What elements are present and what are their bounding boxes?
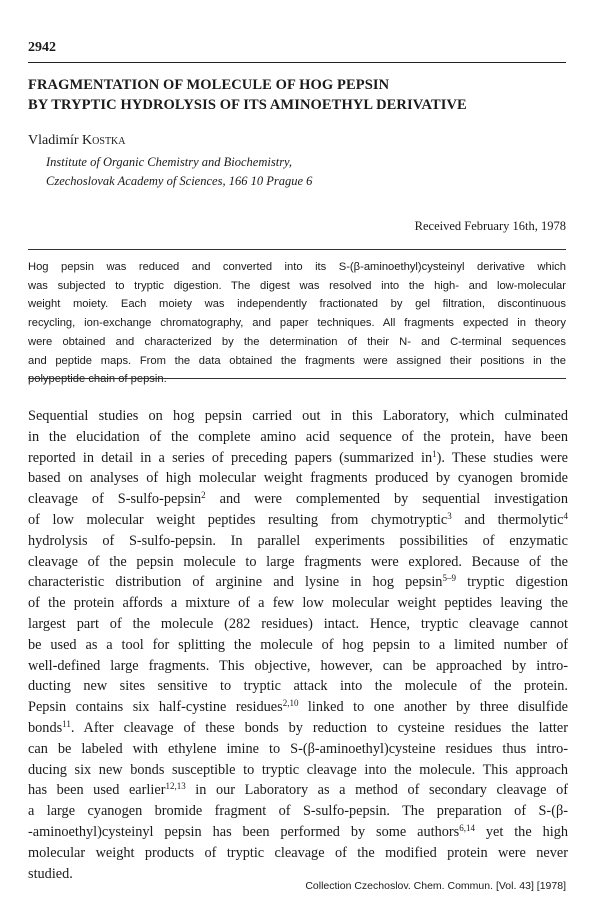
abstract-line: recycling, ion-exchange chromatography, and paper techniques. All fragments expected in theory (28, 317, 566, 330)
body-line: of the protein affords a mixture of a few low molecular weight peptides leaving the (28, 595, 568, 612)
body-line: cleavage of the pepsin molecule to large fragments were explored. Because of the (28, 553, 568, 570)
affiliation-line-1: Institute of Organic Chemistry and Biochemistry, (46, 155, 293, 169)
body-line: hydrolysis of S-sulfo-pepsin. In parallel experiments possibilities of enzymatic (28, 532, 568, 549)
affiliation-line-2: Czechoslovak Academy of Sciences, 166 10 Prague 6 (46, 174, 313, 188)
body-text-run: in our Laboratory as a method of secondary cleavage of (185, 782, 569, 799)
abstract-line: were obtained and characterized by the determination of their N- and C-terminal sequences (28, 335, 566, 348)
body-line: Sequential studies on hog pepsin carried out in this Laboratory, which culminated (28, 408, 568, 424)
body-text-run: -aminoethyl)cysteinyl pepsin has been performed by some authors (28, 823, 460, 840)
body-text-run: reported in detail in a series of preceding papers (summarized in (28, 449, 433, 466)
abstract-line: was subjected to tryptic digestion. The digest was resolved into the high- and low-molecular (28, 279, 566, 292)
body-line: can be labeled with ethylene imine to S-(β-aminoethyl)cysteine residues thus intro- (28, 740, 568, 757)
body-line (28, 448, 568, 469)
body-text-run: tryptic digestion (455, 574, 568, 591)
body-line (28, 822, 568, 843)
body-line: in the elucidation of the complete amino acid sequence of the protein, have been (28, 428, 568, 445)
citation-ref: 6,14 (459, 822, 475, 833)
body-line: ducting new sites sensitive to tryptic attack into the molecule of the protein. (28, 678, 568, 695)
body-line (28, 780, 568, 801)
page-number: 2942 (28, 40, 56, 55)
body-text-run: and thermolytic (451, 511, 564, 528)
body-text-run: yet the high (474, 823, 568, 840)
citation-ref: 1 (432, 448, 437, 459)
body-text-run: Pepsin contains six half-cystine residues (28, 699, 283, 716)
abstract-line: Hog pepsin was reduced and converted into its S-(β-aminoethyl)cysteinyl derivative which (28, 261, 566, 273)
body-line: largest part of the molecule (282 residues) intact. Hence, tryptic cleavage cannot (28, 615, 568, 632)
citation-ref: 3 (447, 510, 452, 521)
received-date: Received February 16th, 1978 (414, 219, 566, 233)
body-text-run: linked to one another by three disulfide (298, 699, 569, 716)
article-title (28, 75, 568, 115)
body-text-run: ). These studies were (436, 449, 569, 466)
abstract-rule-top (28, 249, 566, 250)
body-line (28, 572, 568, 593)
abstract-line: and peptide maps. From the data obtained the fragments were assigned their positions in the (28, 354, 566, 367)
citation-ref: 11 (62, 718, 71, 729)
author-last-name: Kostka (82, 133, 126, 148)
citation-ref: 2 (201, 490, 206, 501)
body-text-run: bonds (28, 719, 63, 736)
body-text (28, 406, 568, 884)
body-line: ducing six new bonds susceptible to tryptic cleavage into the molecule. This approach (28, 761, 568, 778)
body-line (28, 718, 568, 739)
body-line: well-defined large fragments. This objective, however, can be approached by intro- (28, 657, 568, 674)
journal-footer: Collection Czechoslov. Chem. Commun. [Vol. 43] [1978] (305, 880, 566, 892)
abstract-line: weight moiety. Each moiety was independently fractionated by gel filtration, discontinuous (28, 298, 566, 311)
author (28, 133, 126, 149)
body-text-run: has been used earlier (28, 782, 166, 799)
body-line: a large cyanogen bromide fragment of S-sulfo-pepsin. The preparation of S-(β- (28, 803, 568, 820)
body-line (28, 489, 568, 510)
affiliation (46, 153, 312, 191)
abstract-line: polypeptide chain of pepsin. (28, 373, 167, 386)
body-line: based on analyses of high molecular weight fragments produced by cyanogen bromide (28, 470, 568, 487)
abstract (28, 258, 566, 389)
citation-ref: 4 (563, 510, 568, 521)
abstract-rule-bottom (28, 378, 566, 379)
body-line: studied. (28, 865, 73, 882)
body-text-run: cleavage of S-sulfo-pepsin (28, 491, 202, 508)
body-line (28, 697, 568, 718)
body-text-run: and were complemented by sequential investigation (205, 491, 568, 508)
citation-ref: 5–9 (442, 573, 456, 584)
body-line (28, 510, 568, 531)
title-line-2: BY TRYPTIC HYDROLYSIS OF ITS AMINOETHYL DERIVATIVE (28, 97, 467, 113)
citation-ref: 12,13 (165, 781, 186, 792)
body-text-run: characteristic distribution of arginine and lysine in hog pepsin (28, 574, 443, 591)
body-line: molecular weight products of tryptic cleavage of the modified protein were never (28, 844, 568, 861)
body-line: be used as a tool for splitting the molecule of hog pepsin to a limited number of (28, 636, 568, 653)
author-first-name: Vladimír (28, 133, 79, 148)
body-text-run: . After cleavage of these bonds by reduction to cysteine residues the latter (70, 719, 568, 736)
header-rule (28, 62, 566, 63)
title-line-1: FRAGMENTATION OF MOLECULE OF HOG PEPSIN (28, 77, 390, 93)
body-text-run: of low molecular weight peptides resulting from chymotryptic (28, 511, 448, 528)
citation-ref: 2,10 (282, 698, 299, 709)
